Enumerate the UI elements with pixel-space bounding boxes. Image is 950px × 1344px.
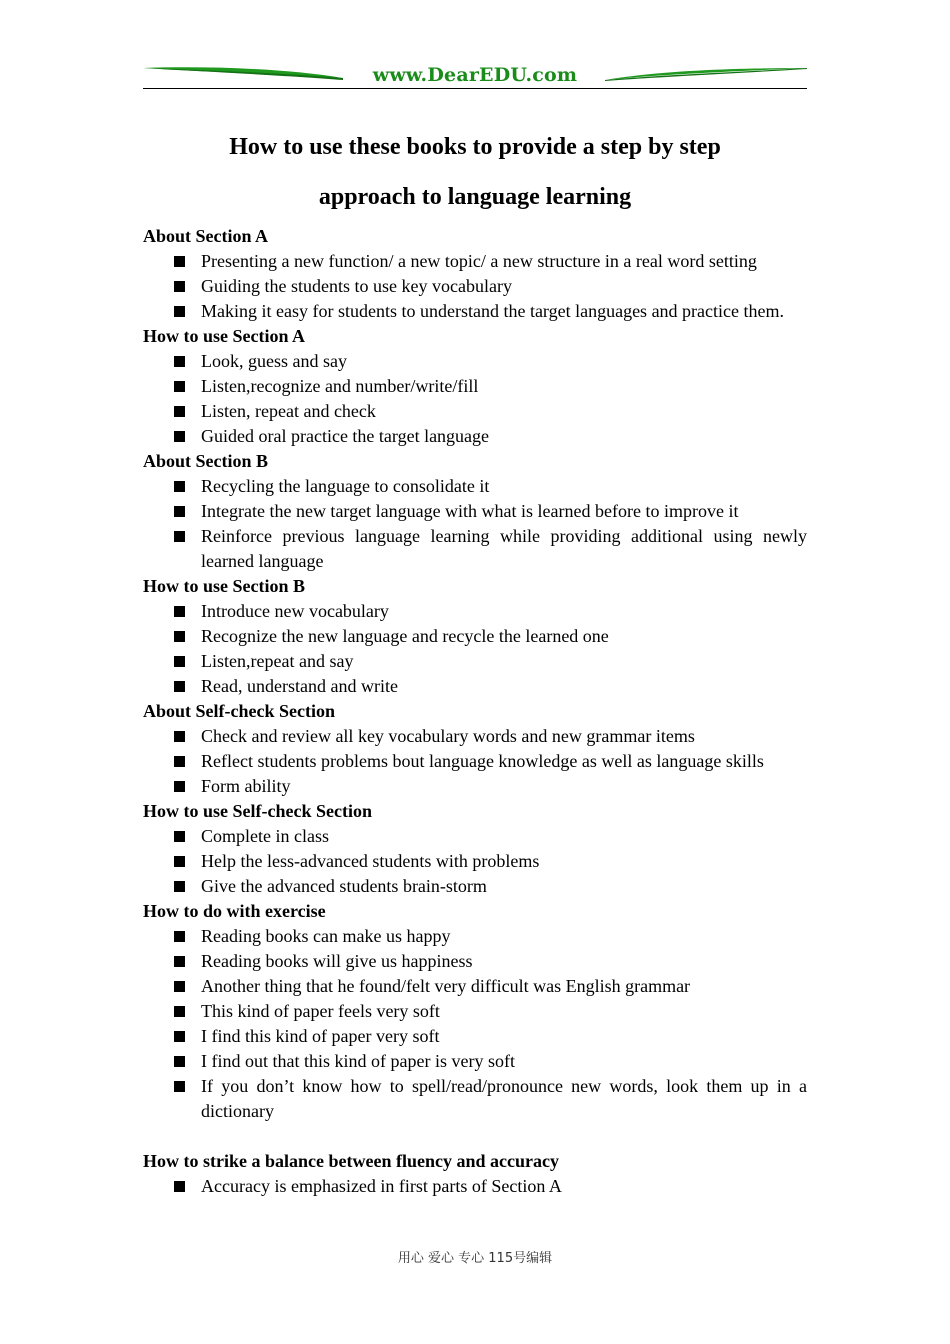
list-item [143,624,807,649]
square-bullet-icon [174,1056,185,1067]
square-bullet-icon [174,381,185,392]
square-bullet-icon [174,631,185,642]
page-title-line-1: How to use these books to provide a step by step [229,134,721,160]
list-item-text: Listen, repeat and check [201,401,376,421]
list-item-text: Guiding the students to use key vocabulary [201,276,512,296]
square-bullet-icon [174,1006,185,1017]
list-item [143,1174,807,1199]
page-footer: 用心 爱心 专心 115号编辑 [397,1251,553,1266]
list-item [143,249,807,274]
square-bullet-icon [174,1031,185,1042]
section-heading: How to do with exercise [143,901,326,921]
list-item-text: Check and review all key vocabulary words and new grammar items [201,726,695,746]
section-heading: About Self-check Section [143,701,335,721]
list-item [143,849,807,874]
square-bullet-icon [174,881,185,892]
list-item-text: Integrate the new target language with what is learned before to improve it [201,501,739,521]
document-body [143,224,807,1199]
square-bullet-icon [174,731,185,742]
section-heading: How to strike a balance between fluency and accuracy [143,1151,559,1171]
section-heading: How to use Section B [143,576,305,596]
list-item [143,724,807,749]
list-item [143,824,807,849]
list-item [143,774,807,799]
square-bullet-icon [174,756,185,767]
list-item-text: Form ability [201,776,291,796]
square-bullet-icon [174,481,185,492]
bullet-list [143,249,807,324]
list-item [143,874,807,899]
list-item [143,749,807,774]
square-bullet-icon [174,681,185,692]
list-item-text: Recycling the language to consolidate it [201,476,490,496]
section-heading: How to use Section A [143,326,305,346]
list-item [143,274,807,299]
list-item [143,974,807,999]
square-bullet-icon [174,781,185,792]
list-item [143,474,807,499]
list-item-text: Listen,repeat and say [201,651,354,671]
bullet-list [143,599,807,699]
bullet-list [143,724,807,799]
square-bullet-icon [174,656,185,667]
section-heading: How to use Self-check Section [143,801,372,821]
list-item-text: Making it easy for students to understand the target languages and practice them. [201,301,784,321]
list-item [143,299,807,324]
list-item-text: Recognize the new language and recycle the learned one [201,626,609,646]
site-url[interactable]: www.DearEDU.com [372,64,578,86]
square-bullet-icon [174,506,185,517]
list-item-text: Reflect students problems bout language knowledge as well as language skills [201,751,764,771]
list-item [143,424,807,449]
bullet-list [143,474,807,574]
list-item [143,1074,807,1124]
list-item [143,599,807,624]
page-title-line-2: approach to language learning [318,184,632,210]
list-item [143,499,807,524]
list-item-text: Guided oral practice the target language [201,426,490,446]
square-bullet-icon [174,856,185,867]
list-item-text: Give the advanced students brain-storm [201,876,487,896]
square-bullet-icon [174,306,185,317]
list-item [143,1049,807,1074]
list-item [143,1024,807,1049]
square-bullet-icon [174,956,185,967]
bullet-list [143,349,807,449]
list-item-text: Listen,recognize and number/write/fill [201,376,479,396]
list-item-text: If you don’t know how to spell/read/pronounce new words, look them up in a dictionary [201,1076,807,1121]
list-item-text: Reinforce previous language learning while providing additional using newly learned language [201,526,807,571]
list-item-text: Read, understand and write [201,676,398,696]
list-item [143,674,807,699]
list-item-text: Presenting a new function/ a new topic/ a new structure in a real word setting [201,251,757,271]
list-item-text: Look, guess and say [201,351,347,371]
square-bullet-icon [174,356,185,367]
square-bullet-icon [174,1181,185,1192]
list-item-text: Introduce new vocabulary [201,601,389,621]
square-bullet-icon [174,281,185,292]
list-item-text: Reading books can make us happy [201,926,451,946]
list-item [143,999,807,1024]
bullet-list [143,1174,807,1199]
square-bullet-icon [174,406,185,417]
list-item-text: I find out that this kind of paper is very soft [201,1051,515,1071]
list-item [143,374,807,399]
list-item-text: Complete in class [201,826,329,846]
list-item-text: Reading books will give us happiness [201,951,473,971]
square-bullet-icon [174,1081,185,1092]
bullet-list [143,924,807,1124]
site-header-banner [143,62,807,90]
list-item [143,349,807,374]
square-bullet-icon [174,431,185,442]
list-item [143,524,807,574]
list-item [143,949,807,974]
square-bullet-icon [174,931,185,942]
list-item [143,399,807,424]
square-bullet-icon [174,606,185,617]
list-item [143,924,807,949]
square-bullet-icon [174,831,185,842]
section-heading: About Section A [143,226,269,246]
list-item-text: This kind of paper feels very soft [201,1001,440,1021]
list-item-text: I find this kind of paper very soft [201,1026,440,1046]
list-item [143,649,807,674]
square-bullet-icon [174,981,185,992]
square-bullet-icon [174,256,185,267]
list-item-text: Help the less-advanced students with problems [201,851,540,871]
bullet-list [143,824,807,899]
list-item-text: Another thing that he found/felt very difficult was English grammar [201,976,691,996]
section-heading: About Section B [143,451,269,471]
header-divider [143,88,807,89]
square-bullet-icon [174,531,185,542]
list-item-text: Accuracy is emphasized in first parts of Section A [201,1176,562,1196]
